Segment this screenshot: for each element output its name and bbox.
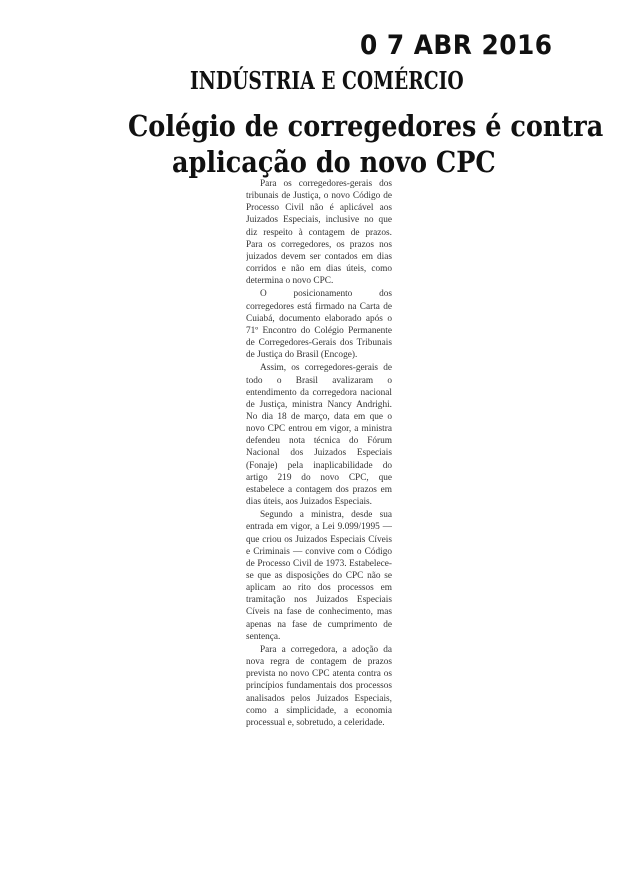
headline-line-1: Colégio de corregedores é contra <box>128 109 604 143</box>
date-stamp: 0 7 ABR 2016 <box>360 30 553 61</box>
article-body <box>246 178 392 828</box>
article-paragraph: Segundo a ministra, desde sua entrada em vigor, a Lei 9.099/1995 — que criou os Juizados Especiais Cíveis e Criminais — convive com o Código de Processo Civil de 1973. Estabelece-se que as disposições do CPC não se aplicam ao rito dos processos em tramitação nos Juizados Especiais Cíveis na fase de conhecimento, mas apenas na fase de cumprimento de sentença. <box>246 510 392 642</box>
article-paragraph: Assim, os corregedores-gerais de todo o Brasil avalizaram o entendimento da corregedora nacional de Justiça, ministra Nancy Andrighi. No dia 18 de março, data em que o novo CPC entrou em vigor, a ministra defendeu nota técnica do Fórum Nacional dos Juizados Especiais (Fonaje) pela inaplicabilidade do artigo 219 do novo CPC, que estabelece a contagem dos prazos em dias úteis, aos Juizados Especiais. <box>246 363 392 508</box>
headline <box>128 108 604 180</box>
article-paragraph: O posicionamento dos corregedores está firmado na Carta de Cuiabá, documento elaborado após o 71º Encontro do Colégio Permanente de Corregedores-Gerais dos Tribunais de Justiça do Brasil (Encoge). <box>246 289 392 361</box>
article-paragraph: Para a corregedora, a adoção da nova regra de contagem de prazos prevista no novo CPC atenta contra os princípios fundamentais dos processos analisados pelos Juizados Especiais, como a simplicidade, a economia processual e, sobretudo, a celeridade. <box>246 644 392 728</box>
article-paragraph: Para os corregedores-gerais dos tribunais de Justiça, o novo Código de Processo Civil não é aplicável aos Juizados Especiais, inclusive no que diz respeito à contagem de prazos. Para os corregedores, os prazos nos juizados devem ser contados em dias corridos e não em dias úteis, como determina o novo CPC. <box>246 179 392 287</box>
headline-line-2: aplicação do novo CPC <box>172 145 496 179</box>
section-heading: INDÚSTRIA E COMÉRCIO <box>190 66 464 95</box>
